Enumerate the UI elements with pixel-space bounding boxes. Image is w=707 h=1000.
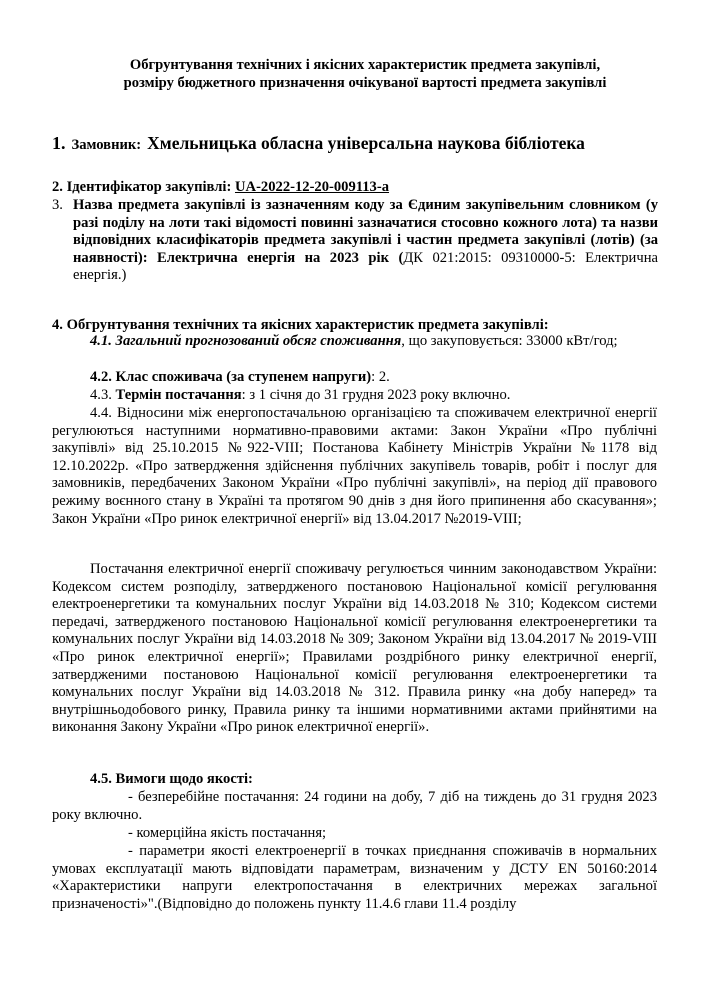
paragraph-4-1 — [52, 333, 657, 351]
procurement-id-item — [52, 179, 662, 197]
customer-label: Замовник: — [71, 137, 142, 153]
title-line-1: Обгрунтування технічних і якісних характеристик предмета закупівлі, — [129, 57, 601, 73]
section-4-title: 4. Обгрунтування технічних та якісних характеристик предмета закупівлі: — [52, 317, 549, 333]
document-title — [60, 56, 670, 92]
title-line-2: розміру бюджетного призначення очікуваної вартості предмета закупівлі — [123, 75, 607, 91]
paragraph-4-3 — [52, 387, 657, 405]
customer-name: Хмельницька обласна універсальна наукова бібліотека — [147, 133, 585, 153]
p41-text: , що закуповується: 33000 кВт/год; — [401, 333, 618, 349]
paragraph-4-2 — [52, 369, 657, 387]
subject-bold-text: Назва предмета закупівлі із зазначенням коду за Єдиним закупівельним словником (у разі поділу на лоти такі відомості повинні зазначатися стосовно кожного лота) та назви відповідних класифікаторів предмета закупівлі і частин предмета закупівлі (лотів) (за наявності): Електрична енергія на 2023 рік ( — [73, 197, 658, 266]
p43-label: Термін постачання — [115, 387, 242, 403]
requirement-power-quality: - параметри якості електроенергії в точках приєднання споживачів в нормальних умовах експлуатації мають відповідати параметрам, визначеним у ДСТУ EN 50160:2014 «Характеристики напруги електропостачання в електричних мережах загальної призначеності»".(Відповідно до положень пункту 11.4.6 глави 11.4 розділу — [52, 843, 657, 912]
paragraph-4-4-continued: Постачання електричної енергії споживачу регулюється чинним законодавством України: Кодексом систем розподілу, затвердженого постановою Національної комісії регулювання електроенергетики та комунальних послуг України від 14.03.2018 № 310; Кодексом системи передачі, затвердженого постановою Національної комісії регулювання електроенергетики та комунальних послуг України від 14.03.2018 № 309; Законом України від 13.04.2017 № 2019-VIII «Про ринок електричної енергії»; Правилами роздрібного ринку електричної енергії, затвердженими постановою Національної комісії регулювання електроенергетики та комунальних послуг України від 14.03.2018 № 312. Правила ринку «на добу наперед» та внутрішньодобового ринку, Правила ринку та іншими нормативними актами прийнятими на виконання Закону України «Про ринок електричної енергії». — [52, 561, 657, 736]
paragraph-4-4: 4.4. Відносини між енергопостачальною організацією та споживачем електричної енергії регулюються наступними нормативно-правовими актами: Закон України «Про публічні закупівлі» від 25.10.2015 №922-VIII; Постанова Кабінету Міністрів України №1178 від 12.10.2022р. «Про затвердження здійснення публічних закупівель товарів, робіт і послуг для замовників, передбачених Законом України «Про публічні закупівлі», на період дії правового режиму воєнного стану в Україні та протягом 90 днів з дня його припинення або скасування»; Закон України «Про ринок електричної енергії» від 13.04.2017 №2019-VIII; — [52, 405, 657, 527]
procurement-id-label: 2. Ідентифікатор закупівлі: — [52, 179, 235, 195]
requirement-uninterrupted: - безперебійне постачання: 24 години на добу, 7 діб на тиждень до 31 грудня 2023 року включно. — [52, 789, 657, 823]
requirement-commercial-quality: - комерційна якість постачання; — [128, 825, 327, 841]
p43-num: 4.3. — [90, 387, 116, 403]
p42-text: : 2. — [371, 369, 390, 385]
subject-text — [73, 197, 658, 285]
subject-classifier: ДК 021:2015: 09310000-5: Електрична енергія.) — [73, 249, 658, 284]
item-number: 1. — [52, 133, 66, 153]
procurement-id-value: UA-2022-12-20-009113-a — [234, 179, 390, 195]
p42-label: 4.2. Клас споживача (за ступенем напруги) — [90, 369, 372, 385]
paragraph-4-5-title: 4.5. Вимоги щодо якості: — [90, 771, 253, 787]
item-number: 3. — [52, 197, 63, 213]
p43-text: : з 1 січня до 31 грудня 2023 року включно. — [241, 387, 511, 403]
customer-item — [52, 132, 672, 156]
p41-label: 4.1. Загальний прогнозований обсяг споживання — [90, 333, 402, 349]
